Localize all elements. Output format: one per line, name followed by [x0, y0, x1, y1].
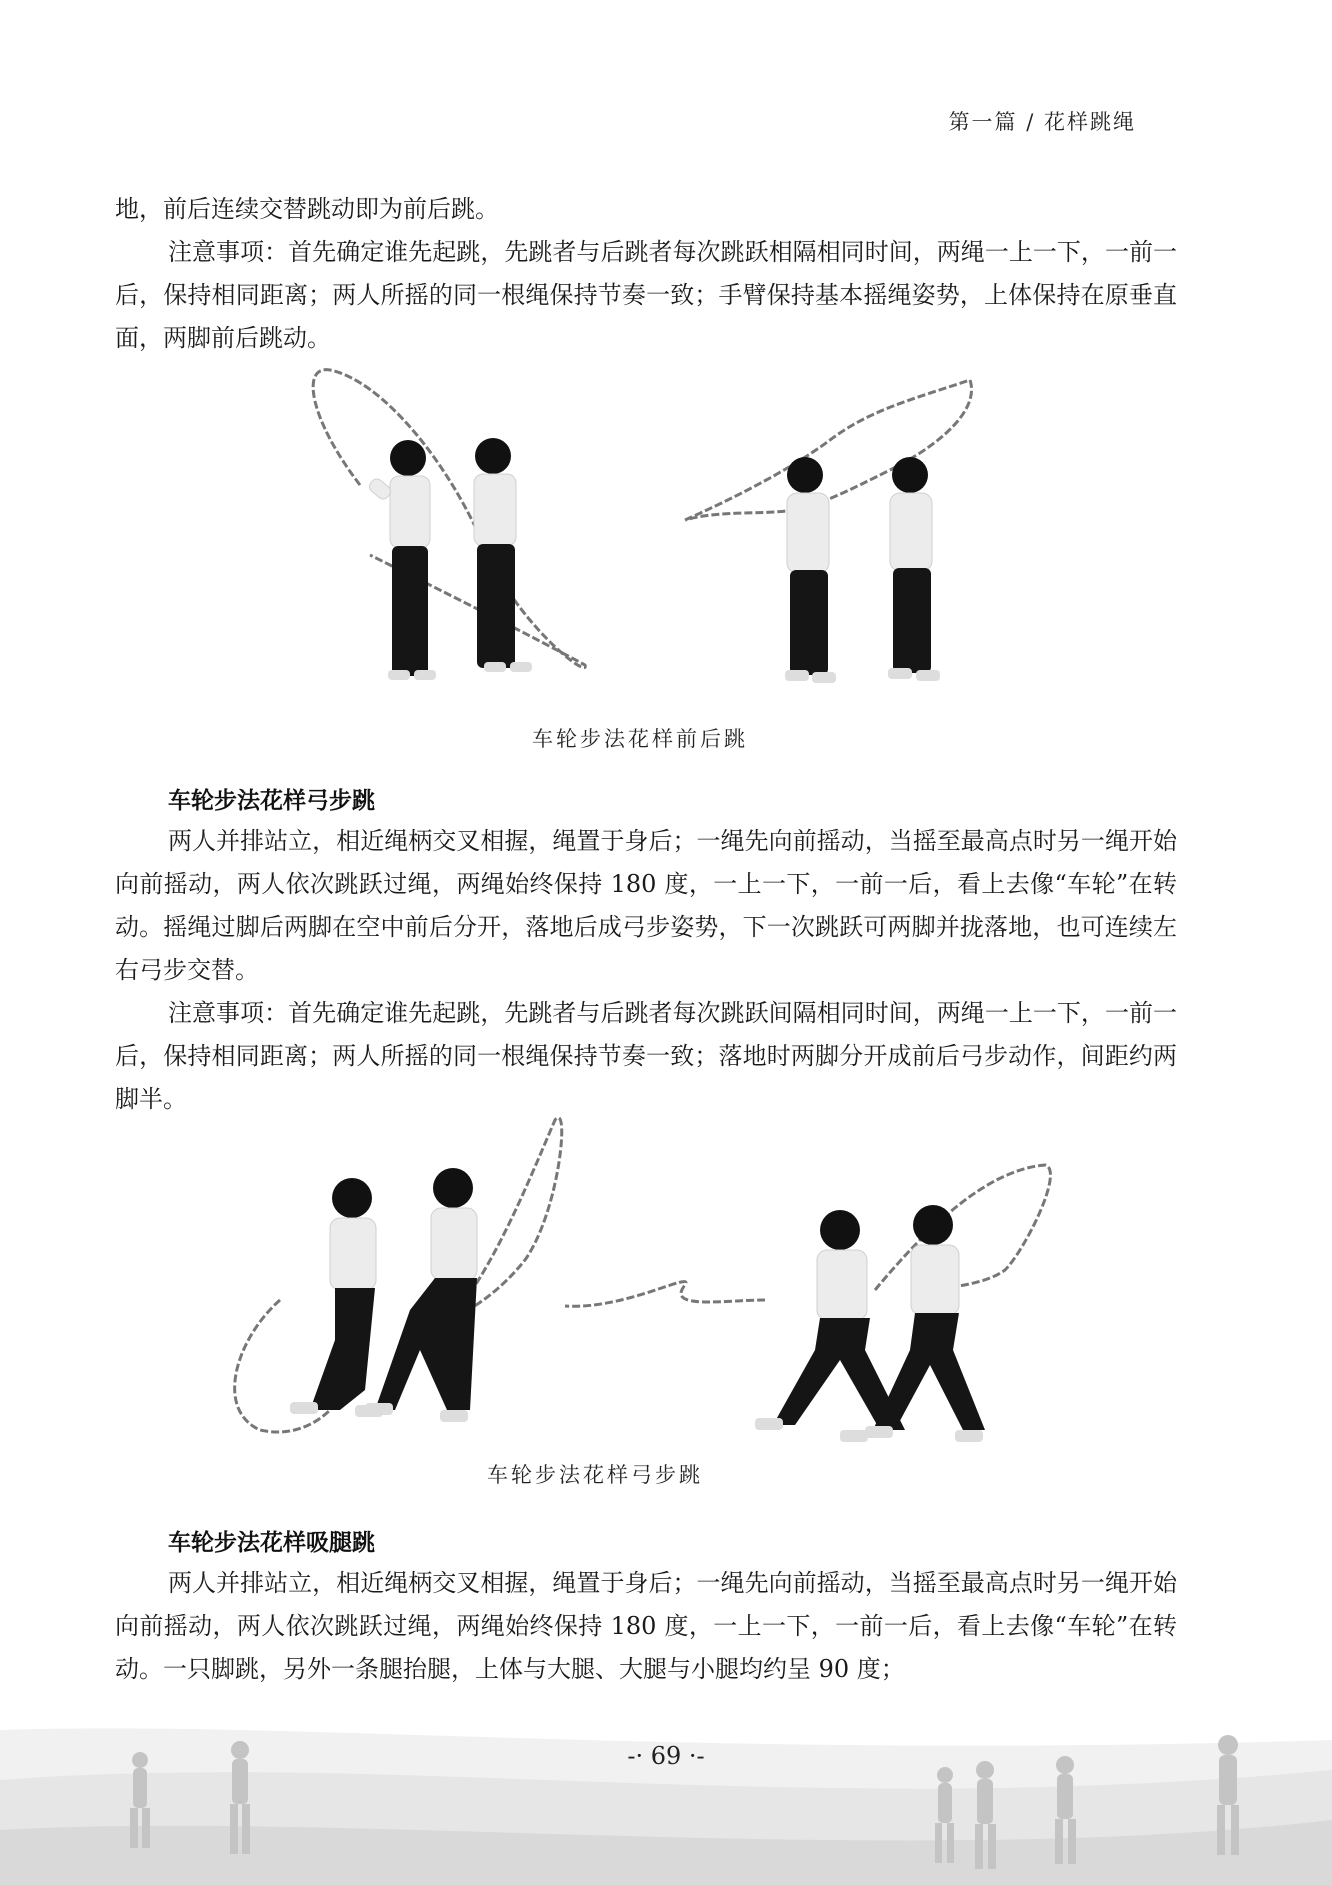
photo-front-back-jump — [290, 360, 1010, 705]
paragraph-knee-lift-description: 两人并排站立，相近绳柄交叉相握，绳置于身后；一绳先向前摇动，当摇至最高点时另一绳开始向前摇动，两人依次跳跃过绳，两绳始终保持 180 度，一上一下，一前一后，看上去像“车轮”在转动。一只脚跳，另外一条腿抬腿，上体与大腿、大腿与小腿均约呈 90 度； — [115, 1569, 1177, 1683]
figure-pair-right — [565, 1165, 1050, 1442]
paragraph-lunge-description: 两人并排站立，相近绳柄交叉相握，绳置于身后；一绳先向前摇动，当摇至最高点时另一绳开始向前摇动，两人依次跳跃过绳，两绳始终保持 180 度，一上一下，一前一后，看上去像“车轮”在转动。摇绳过脚后两脚在空中前后分开，落地后成弓步姿势，下一次跳跃可两脚并拢落地，也可连续左右弓步交替。 — [115, 827, 1177, 984]
figure-pair-left — [235, 1118, 562, 1432]
footer-decoration — [0, 1700, 1332, 1885]
figure-pair-left — [313, 370, 585, 680]
figure-caption-2: 车轮步法花样弓步跳 — [487, 1463, 703, 1487]
paragraph-continuation: 地，前后连续交替跳动即为前后跳。 — [115, 195, 499, 223]
figure-pair-right — [685, 380, 972, 683]
running-header: 第一篇 / 花样跳绳 — [948, 110, 1136, 134]
section-title-knee-lift-jump: 车轮步法花样吸腿跳 — [168, 1530, 375, 1556]
section-title-lunge-jump: 车轮步法花样弓步跳 — [168, 788, 375, 814]
page-number-value: 69 — [650, 1742, 682, 1770]
paragraph-notes-1: 注意事项：首先确定谁先起跳，先跳者与后跳者每次跳跃相隔相同时间，两绳一上一下，一前一后，保持相同距离；两人所摇的同一根绳保持节奏一致；手臂保持基本摇绳姿势，上体保持在原垂直面，两脚前后跳动。 — [115, 238, 1177, 352]
photo-lunge-jump — [225, 1110, 1075, 1450]
figure-caption-1: 车轮步法花样前后跳 — [532, 727, 748, 751]
page-number: -· 69 ·- — [627, 1742, 705, 1770]
paragraph-notes-2: 注意事项：首先确定谁先起跳，先跳者与后跳者每次跳跃间隔相同时间，两绳一上一下，一前一后，保持相同距离；两人所摇的同一根绳保持节奏一致；落地时两脚分开成前后弓步动作，间距约两脚半。 — [115, 999, 1177, 1113]
